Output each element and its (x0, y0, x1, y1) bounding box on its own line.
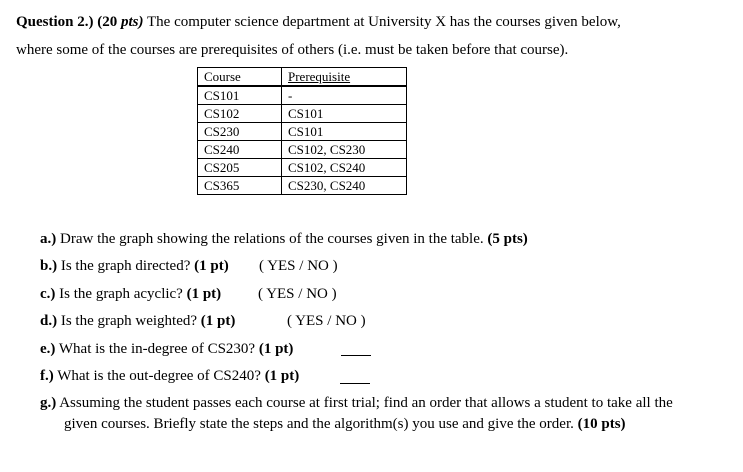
course-cell: CS102 (198, 105, 282, 123)
part-e: e.) What is the in-degree of CS230? (1 pt) (40, 341, 294, 357)
prerequisite-cell: CS102, CS230 (282, 141, 407, 159)
question-points: (20 pts) (97, 14, 144, 30)
part-c: c.) Is the graph acyclic? (1 pt) (40, 286, 222, 302)
table-row (198, 159, 407, 177)
question-text-line1: The computer science department at University X has the courses given below, (147, 14, 621, 30)
table-row (198, 86, 407, 105)
table-row (198, 141, 407, 159)
part-c-options[interactable]: ( YES / NO ) (258, 286, 337, 302)
part-d-options[interactable]: ( YES / NO ) (287, 313, 366, 329)
course-cell: CS205 (198, 159, 282, 177)
course-cell: CS365 (198, 177, 282, 195)
table-row (198, 123, 407, 141)
part-e-answer-blank[interactable] (341, 355, 371, 356)
course-cell: CS240 (198, 141, 282, 159)
prerequisite-cell: CS101 (282, 105, 407, 123)
course-cell: CS230 (198, 123, 282, 141)
prerequisite-cell: CS102, CS240 (282, 159, 407, 177)
prerequisite-table (197, 67, 407, 195)
part-f: f.) What is the out-degree of CS240? (1 pt) (40, 368, 300, 384)
part-d: d.) Is the graph weighted? (1 pt) (40, 313, 236, 329)
part-g: g.) Assuming the student passes each course at first trial; find an order that allows a student to take all the given courses. Briefly state the steps and the algorithm(s) you use and give the order. (10 pts) (40, 395, 673, 432)
prerequisite-cell: CS230, CS240 (282, 177, 407, 195)
table-row (198, 105, 407, 123)
question-text-line2: where some of the courses are prerequisites of others (i.e. must be taken before that course). (16, 42, 569, 58)
table-row (198, 177, 407, 195)
part-a: a.) Draw the graph showing the relations of the courses given in the table. (5 pts) (40, 231, 528, 247)
question-intro (16, 8, 736, 64)
header-prerequisite: Prerequisite (282, 68, 407, 87)
prerequisite-cell: CS101 (282, 123, 407, 141)
part-f-answer-blank[interactable] (340, 383, 370, 384)
table-header-row (198, 68, 407, 87)
course-cell: CS101 (198, 86, 282, 105)
prerequisite-cell: - (282, 86, 407, 105)
question-number: Question 2.) (16, 14, 94, 30)
part-b-options[interactable]: ( YES / NO ) (259, 258, 338, 274)
part-b: b.) Is the graph directed? (1 pt) (40, 258, 229, 274)
header-course: Course (198, 68, 282, 87)
